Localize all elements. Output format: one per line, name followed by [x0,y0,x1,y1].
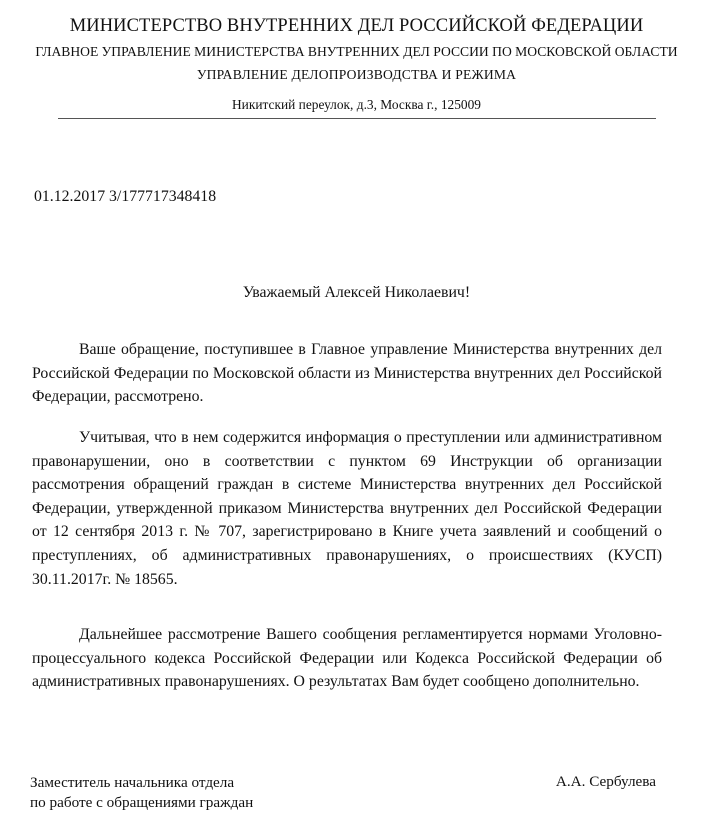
signatory-name: А.А. Сербулева [555,773,656,790]
body-paragraph-2: Учитывая, что в нем содержится информация о преступлении или административном правонарушении, оно в соответствии с пунктом 69 Инструкции об организации рассмотрения обращений граждан в системе Министерства внутренних дел Российской Федерации, утвержденной приказом Министерства внутренних дел Российской Федерации от 12 сентября 2013 г. № 707, зарегистрировано в Книге учета заявлений и сообщений о преступлениях, об административных правонарушениях, о происшествиях (КУСП) 30.11.2017г. № 18565. [32,429,662,588]
department-title: УПРАВЛЕНИЕ ДЕЛОПРОИЗВОДСТВА И РЕЖИМА [196,67,517,82]
signatory-position-line-2: по работе с обращениями граждан [30,794,254,811]
signatory-position-line-1: Заместитель начальника отдела [30,774,235,791]
main-directorate-title: ГЛАВНОЕ УПРАВЛЕНИЕ МИНИСТЕРСТВА ВНУТРЕННИХ ДЕЛ РОССИИ ПО МОСКОВСКОЙ ОБЛАСТИ [35,44,678,59]
registration-number: 01.12.2017 3/177717348418 [34,188,217,205]
signatory-position [30,773,253,813]
body-paragraph-3: Дальнейшее рассмотрение Вашего сообщения регламентируется нормами Уголовно-процессуального кодекса Российской Федерации или Кодекса Российской Федерации об административных правонарушениях. О результатах Вам будет сообщено дополнительно. [32,626,662,691]
address-line: Никитский переулок, д.3, Москва г., 125009 [232,97,481,112]
body-paragraph-1: Ваше обращение, поступившее в Главное управление Министерства внутренних дел Российской Федерации по Московской области из Министерства внутренних дел Российской Федерации, рассмотрено. [32,341,662,406]
greeting: Уважаемый Алексей Николаевич! [242,284,471,301]
header-divider [58,118,656,119]
ministry-title: МИНИСТЕРСТВО ВНУТРЕННИХ ДЕЛ РОССИЙСКОЙ ФЕДЕРАЦИИ [69,16,644,36]
